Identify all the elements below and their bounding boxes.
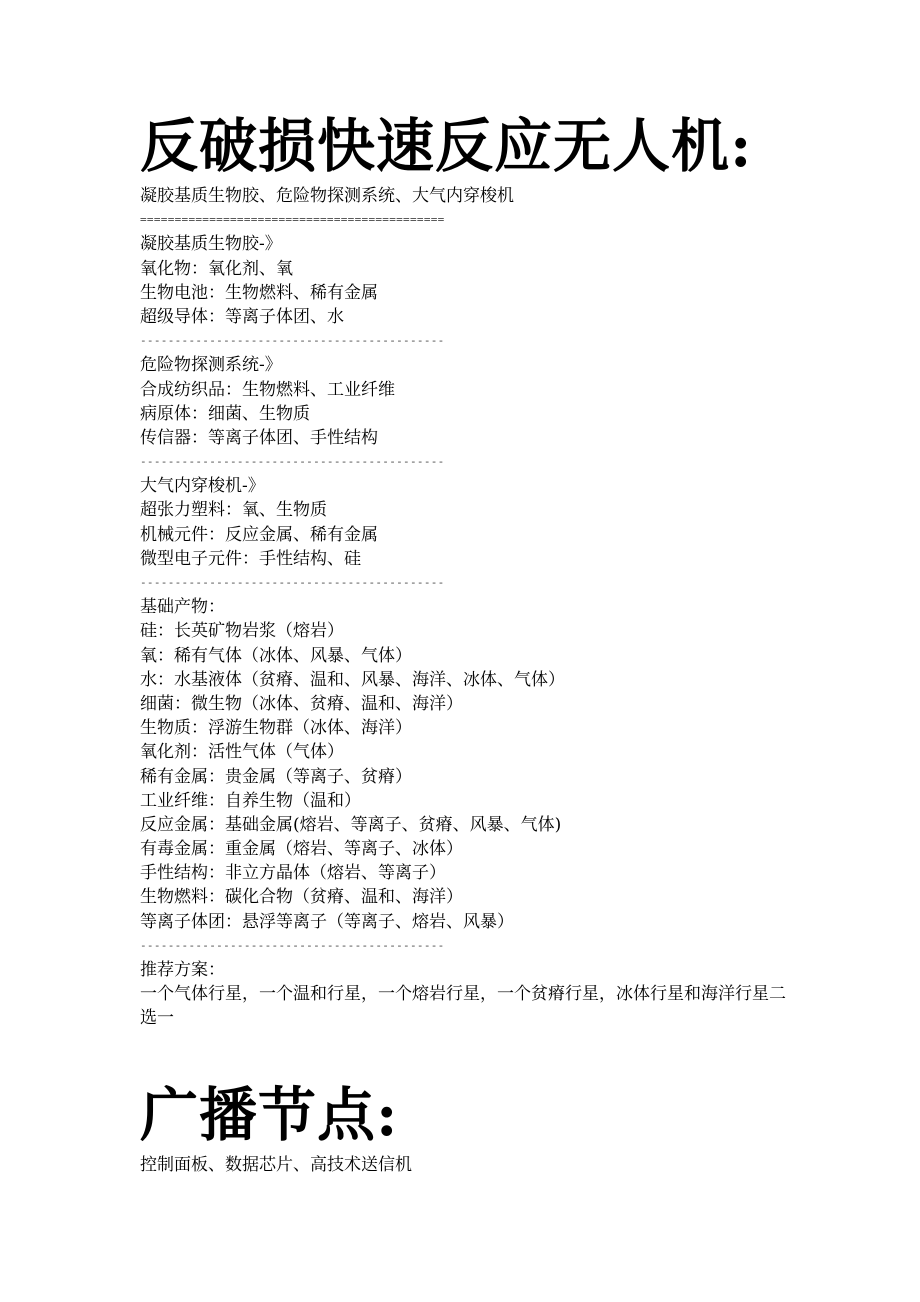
- base-product-item: 生物质：浮游生物群（冰体、海洋）: [140, 718, 412, 739]
- base-product-item: 氧：稀有气体（冰体、风暴、气体）: [140, 645, 412, 666]
- group-heading: 凝胶基质生物胶-》: [140, 234, 282, 255]
- group-heading: 危险物探测系统-》: [140, 355, 282, 376]
- spacer: [140, 1031, 800, 1077]
- base-product-item: 氧化剂：活性气体（气体）: [140, 742, 344, 763]
- component-group: [140, 353, 800, 450]
- recommendation-text: 一个气体行星，一个温和行星，一个熔岩行星，一个贫瘠行星，冰体行星和海洋行星二选一: [140, 984, 786, 1029]
- recommendation: [140, 958, 800, 1031]
- base-product-item: 细菌：微生物（冰体、贫瘠、温和、海洋）: [140, 693, 463, 714]
- group-item: 病原体：细菌、生物质: [140, 403, 310, 424]
- document-page: [140, 108, 800, 1177]
- base-products-list: [140, 595, 800, 934]
- separator: --------------------------------------------: [140, 938, 445, 952]
- base-product-item: 反应金属：基础金属(熔岩、等离子、贫瘠、风暴、气体): [140, 814, 562, 835]
- group-item: 微型电子元件：手性结构、硅: [140, 548, 361, 569]
- separator: --------------------------------------------: [140, 455, 445, 469]
- base-product-item: 水：水基液体（贫瘠、温和、风暴、海洋、冰体、气体）: [140, 669, 565, 690]
- separator: --------------------------------------------: [140, 576, 445, 589]
- group-item: 合成纺织品：生物燃料、工业纤维: [140, 379, 395, 400]
- component-group: [140, 474, 800, 571]
- separator: --------------------------------------------: [140, 334, 445, 348]
- group-item: 氧化物：氧化剂、氧: [140, 258, 293, 279]
- section-title: 广播节点:: [140, 1080, 399, 1149]
- base-product-item: 硅：长英矿物岩浆（熔岩）: [140, 621, 344, 642]
- base-product-item: 有毒金属：重金属（熔岩、等离子、冰体）: [140, 839, 463, 860]
- base-product-item: 等离子体团：悬浮等离子（等离子、熔岩、风暴）: [140, 911, 514, 932]
- section-title: 反破损快速反应无人机:: [140, 112, 753, 180]
- section-2: [140, 1077, 800, 1177]
- base-products-heading: 基础产物：: [140, 597, 225, 618]
- section-subtitle: 控制面板、数据芯片、高技术送信机: [140, 1154, 412, 1175]
- group-item: 超级导体：等离子体团、水: [140, 306, 344, 327]
- base-product-item: 生物燃料：碳化合物（贫瘠、温和、海洋）: [140, 887, 463, 908]
- group-item: 机械元件：反应金属、稀有金属: [140, 524, 378, 545]
- base-product-item: 稀有金属：贵金属（等离子、贫瘠）: [140, 766, 412, 787]
- component-group: [140, 232, 800, 329]
- base-product-item: 手性结构：非立方晶体（熔岩、等离子）: [140, 863, 446, 884]
- group-item: 超张力塑料：氧、生物质: [140, 500, 327, 521]
- group-item: 传信器：等离子体团、手性结构: [140, 427, 378, 448]
- group-heading: 大气内穿梭机-》: [140, 476, 265, 497]
- section-subtitle: 凝胶基质生物胶、危险物探测系统、大气内穿梭机: [140, 186, 514, 206]
- double-separator: ============================================: [140, 213, 445, 227]
- base-product-item: 工业纤维：自养生物（温和）: [140, 790, 361, 811]
- group-item: 生物电池：生物燃料、稀有金属: [140, 282, 378, 303]
- recommendation-heading: 推荐方案：: [140, 960, 225, 980]
